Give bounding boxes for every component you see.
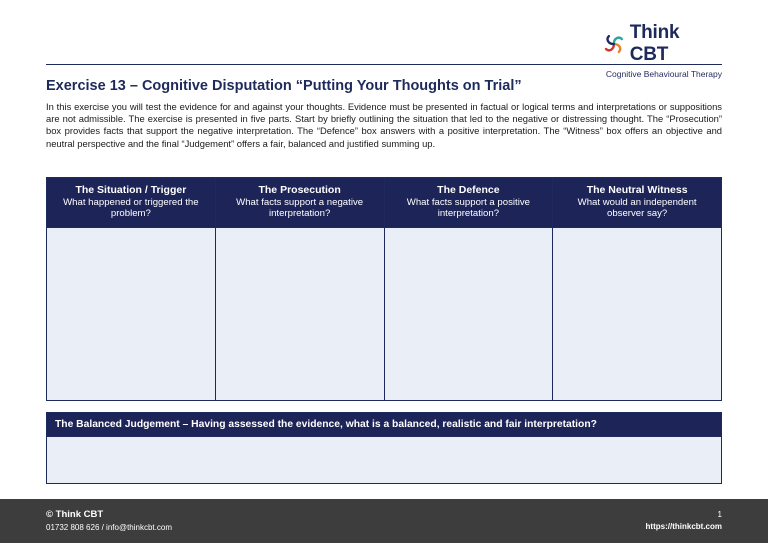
footer-left: [46, 509, 172, 533]
header-divider: [46, 64, 722, 65]
judgement-answer-box[interactable]: [47, 436, 721, 483]
prosecution-answer-box[interactable]: [216, 227, 384, 400]
column-prompt: What facts support a negative interpretation?: [236, 196, 364, 219]
footer-contact: 01732 808 626 / info@thinkcbt.com: [46, 523, 172, 532]
column-header: [385, 178, 553, 227]
column-header: [216, 178, 384, 227]
column-defence: [385, 178, 554, 400]
footer-brand: © Think CBT: [46, 509, 104, 520]
column-heading: The Defence: [437, 184, 500, 196]
footer-url[interactable]: https://thinkcbt.com: [645, 522, 722, 531]
judgement-section: [46, 412, 722, 484]
intro-paragraph: In this exercise you will test the evidence for and against your thoughts. Evidence must be presented in factual or logical terms and interpretations or suppositions are not admissible. The exercise is presented in five parts. Start by briefly outlining the situation that led to the negative or distressing thought. The “Prosecution” box provides facts that support the negative interpretation. The “Defence” box answers with a positive interpretation. The “Witness” box offers an objective and neutral perspective and the final “Judgement” offers a fair, balanced and justified summing up.: [46, 101, 722, 149]
footer-right: [646, 509, 722, 533]
think-cbt-logo: [602, 22, 722, 79]
defence-answer-box[interactable]: [385, 227, 553, 400]
column-situation: [47, 178, 216, 400]
column-prompt: What would an independent observer say?: [577, 196, 697, 219]
logo-tagline: Cognitive Behavioural Therapy: [605, 69, 722, 79]
column-heading: The Neutral Witness: [586, 184, 688, 196]
page-footer: [0, 499, 768, 543]
page-title: Exercise 13 – Cognitive Disputation “Putting Your Thoughts on Trial”: [46, 78, 522, 94]
spiral-logo-icon: [602, 32, 626, 56]
evidence-table: [46, 177, 722, 401]
logo-name: Think CBT: [629, 22, 680, 65]
column-header: [47, 178, 215, 227]
column-prompt: What happened or triggered the problem?: [63, 196, 199, 219]
column-heading: The Situation / Trigger: [75, 184, 187, 196]
witness-answer-box[interactable]: [553, 227, 721, 400]
column-heading: The Prosecution: [258, 184, 341, 196]
column-prompt: What facts support a positive interpretation?: [406, 196, 530, 219]
situation-answer-box[interactable]: [47, 227, 215, 400]
column-prosecution: [216, 178, 385, 400]
column-witness: [553, 178, 721, 400]
column-header: [553, 178, 721, 227]
judgement-heading: The Balanced Judgement – Having assessed the evidence, what is a balanced, realistic and fair interpretation?: [47, 413, 721, 436]
page-number: 1: [717, 510, 722, 519]
